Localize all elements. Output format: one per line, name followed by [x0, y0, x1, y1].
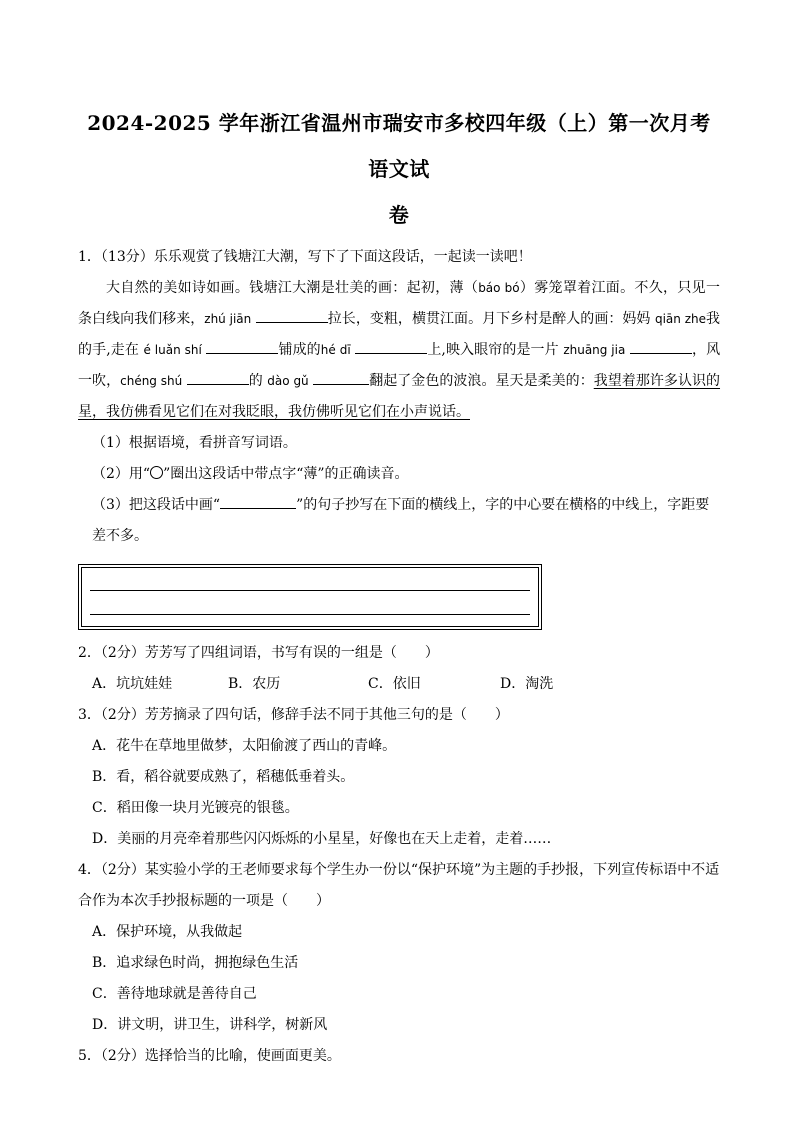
- copy-writing-box[interactable]: [78, 564, 542, 630]
- pinyin-eluanshi: é luǎn shí: [143, 343, 202, 357]
- pinyin-zhuangjia: zhuāng jia: [563, 343, 626, 357]
- option-b[interactable]: B．农历: [228, 676, 281, 692]
- option-d[interactable]: D．淘洗: [500, 676, 554, 692]
- question-2-head: 2．（2分）芳芳写了四组词语，书写有误的一组是（ ）: [78, 645, 439, 661]
- question-3-head: 3．（2分）芳芳摘录了四句话，修辞手法不同于其他三句的是（ ）: [78, 707, 509, 723]
- circle-icon: [150, 466, 163, 479]
- exam-title: [78, 0, 720, 238]
- writing-line-2: [90, 614, 530, 615]
- answer-blank-3[interactable]: [355, 339, 427, 354]
- answer-blank-4[interactable]: [630, 339, 692, 354]
- underlined-sentence: 我望着那许多认识的星，我仿佛看见它们在对我眨眼，我仿佛听见它们在小声说话。: [78, 373, 721, 420]
- writing-line-1: [90, 590, 530, 591]
- question-1-sub-2: （2）用“ ”圈出这段话中带点字“薄”的正确读音。: [92, 466, 409, 482]
- underline-mark: [220, 494, 296, 509]
- pinyin-qianzhe: qiān zhe: [654, 312, 706, 326]
- option-a[interactable]: A．保护环境，从我做起: [92, 924, 243, 940]
- question-4-head: 4．（2分）某实验小学的王老师要求每个学生办一份以“保护环境”为主题的手抄报，下列宣传标语中不适合作为本次手抄报标题的一项是（ ）: [78, 862, 720, 909]
- answer-blank-1[interactable]: [256, 308, 328, 323]
- option-d[interactable]: D．美丽的月亮牵着那些闪闪烁烁的小星星，好像也在天上走着，走着……: [92, 831, 552, 847]
- question-5-head: 5．（2分）选择恰当的比喻，使画面更美。: [78, 1048, 341, 1064]
- option-b[interactable]: B．追求绿色时尚，拥抱绿色生活: [92, 955, 299, 971]
- option-b[interactable]: B．看，稻谷就要成熟了，稻穗低垂着头。: [92, 769, 355, 785]
- option-d[interactable]: D．讲文明，讲卫生，讲科学，树新风: [92, 1017, 328, 1033]
- pinyin-zhujian: zhú jiān: [204, 312, 252, 326]
- answer-blank-6[interactable]: [313, 370, 369, 385]
- exam-title-line2: 卷: [388, 203, 410, 227]
- option-c[interactable]: C．善待地球就是善待自己: [92, 986, 257, 1002]
- option-c[interactable]: C．稻田像一块月光镀亮的银毯。: [92, 800, 299, 816]
- question-1-passage: 大自然的美如诗如画。钱塘江大潮是壮美的画：起初，薄（báo bó）雾笼罩着江面。不久，只见一条白线向我们移来，zhú jiān 拉长，变粗，横贯江面。月下乡村是醉人的画：妈妈 qiān zhe我的手,走在 é luǎn shí 铺成的hé dī 上,映入眼帘的是一片 zhuāng jia ，风一吹，chéng shú 的 dào gǔ 翻起了金色的波浪。星天是柔美的：我望着那许多认识的星，我仿佛看见它们在对我眨眼，我仿佛听见它们在小声说话。: [78, 280, 721, 420]
- option-a[interactable]: A．花牛在草地里做梦，太阳偷渡了西山的青峰。: [92, 738, 397, 754]
- answer-blank-5[interactable]: [187, 370, 249, 385]
- option-a[interactable]: A．坑坑娃娃: [92, 676, 173, 692]
- pinyin-daogu: dào gǔ: [267, 374, 309, 388]
- pinyin-bao: báo bó: [478, 281, 520, 295]
- question-1-head: 1．（13分）乐乐观赏了钱塘江大潮，写下了下面这段话，一起读一读吧！: [78, 249, 532, 265]
- option-c[interactable]: C．依旧: [368, 676, 421, 692]
- question-2-options: [78, 669, 720, 700]
- pinyin-chengshu: chéng shú: [120, 374, 183, 388]
- answer-blank-2[interactable]: [206, 339, 278, 354]
- pinyin-hedi: hé dī: [320, 343, 351, 357]
- question-1-sub-3: （3）把这段话中画“ ”的句子抄写在下面的横线上，字的中心要在横格的中线上，字距要差不多。: [78, 490, 720, 552]
- exam-title-line1: 2024-2025 学年浙江省温州市瑞安市多校四年级（上）第一次月考语文试: [87, 111, 711, 181]
- question-1-sub-1: （1）根据语境，看拼音写词语。: [92, 435, 297, 451]
